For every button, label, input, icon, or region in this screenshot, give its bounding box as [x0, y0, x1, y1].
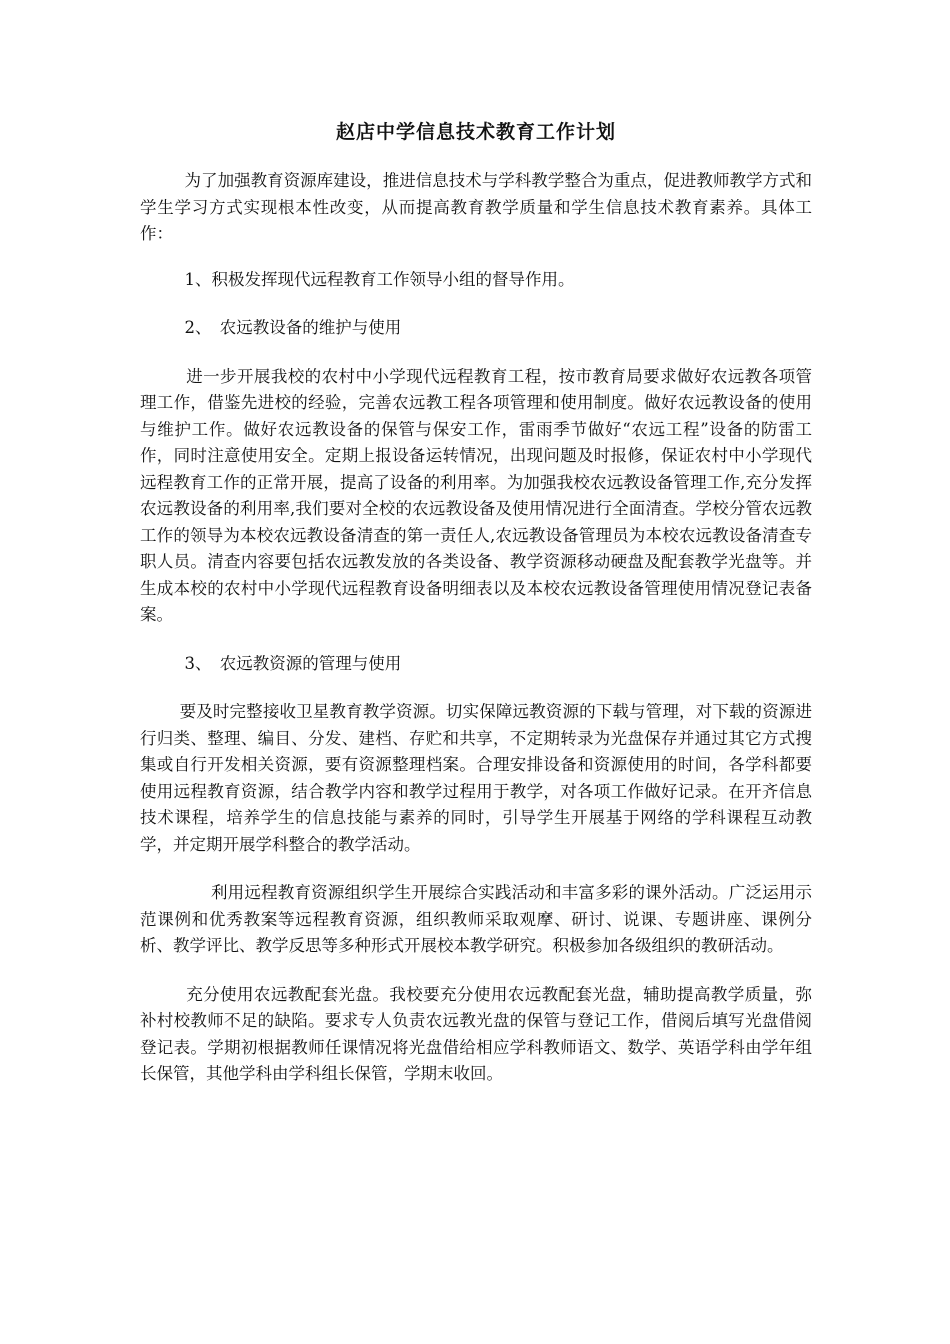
document-title: 赵店中学信息技术教育工作计划	[335, 121, 616, 143]
discs-paragraph: 充分使用农远教配套光盘。我校要充分使用农远教配套光盘，辅助提高教学质量，弥补村校教师不足的缺陷。要求专人负责农远教光盘的保管与登记工作，借阅后填写光盘借阅登记表。学期初根据教师任课情况将光盘借给相应学科教师语文、数学、英语学科由学年组长保管，其他学科由学科组长保管，学期末收回。	[140, 984, 812, 1083]
document-body	[140, 118, 812, 1088]
equipment-paragraph: 进一步开展我校的农村中小学现代远程教育工程，按市教育局要求做好农远教各项管理工作，借鉴先进校的经验，完善农远教工程各项管理和使用制度。做好农远教设备的使用与维护工作。做好农远教设备的保管与保安工作，雷雨季节做好“农远工程”设备的防雷工作，同时注意使用安全。定期上报设备运转情况，出现问题及时报修，保证农村中小学现代远程教育工作的正常开展，提高了设备的利用率。为加强我校农远教设备管理工作,充分发挥农远教设备的利用率,我们要对全校的农远教设备及使用情况进行全面清查。学校分管农远教工作的领导为本校农远教设备清查的第一责任人,农远教设备管理员为本校农远教设备清查专职人员。清查内容要包括农远教发放的各类设备、教学资源移动硬盘及配套教学光盘等。并生成本校的农村中小学现代远程教育设备明细表以及本校农远教设备管理使用情况登记表备案。	[140, 366, 812, 624]
item-1-heading: 1、积极发挥现代远程教育工作领导小组的督导作用。	[184, 269, 575, 289]
item-3-heading: 3、 农远教资源的管理与使用	[184, 653, 402, 673]
activities-paragraph: 利用远程教育资源组织学生开展综合实践活动和丰富多彩的课外活动。广泛运用示范课例和优秀教案等远程教育资源，组织教师采取观摩、研讨、说课、专题讲座、课例分析、教学评比、教学反思等多种形式开展校本教学研究。积极参加各级组织的教研活动。	[140, 883, 812, 955]
resources-paragraph: 要及时完整接收卫星教育教学资源。切实保障远教资源的下载与管理，对下载的资源进行归类、整理、编目、分发、建档、存贮和共享，不定期转录为光盘保存并通过其它方式搜集或自行开发相关资源，要有资源整理档案。合理安排设备和资源使用的时间，各学科都要使用远程教育资源，结合教学内容和教学过程用于教学，对各项工作做好记录。在开齐信息技术课程，培养学生的信息技能与素养的同时，引导学生开展基于网络的学科课程互动教学，并定期开展学科整合的教学活动。	[140, 702, 812, 854]
intro-paragraph: 为了加强教育资源库建设，推进信息技术与学科教学整合为重点，促进教师教学方式和学生学习方式实现根本性改变，从而提高教育教学质量和学生信息技术教育素养。具体工作：	[140, 171, 812, 243]
item-2-heading: 2、 农远教设备的维护与使用	[184, 318, 402, 337]
